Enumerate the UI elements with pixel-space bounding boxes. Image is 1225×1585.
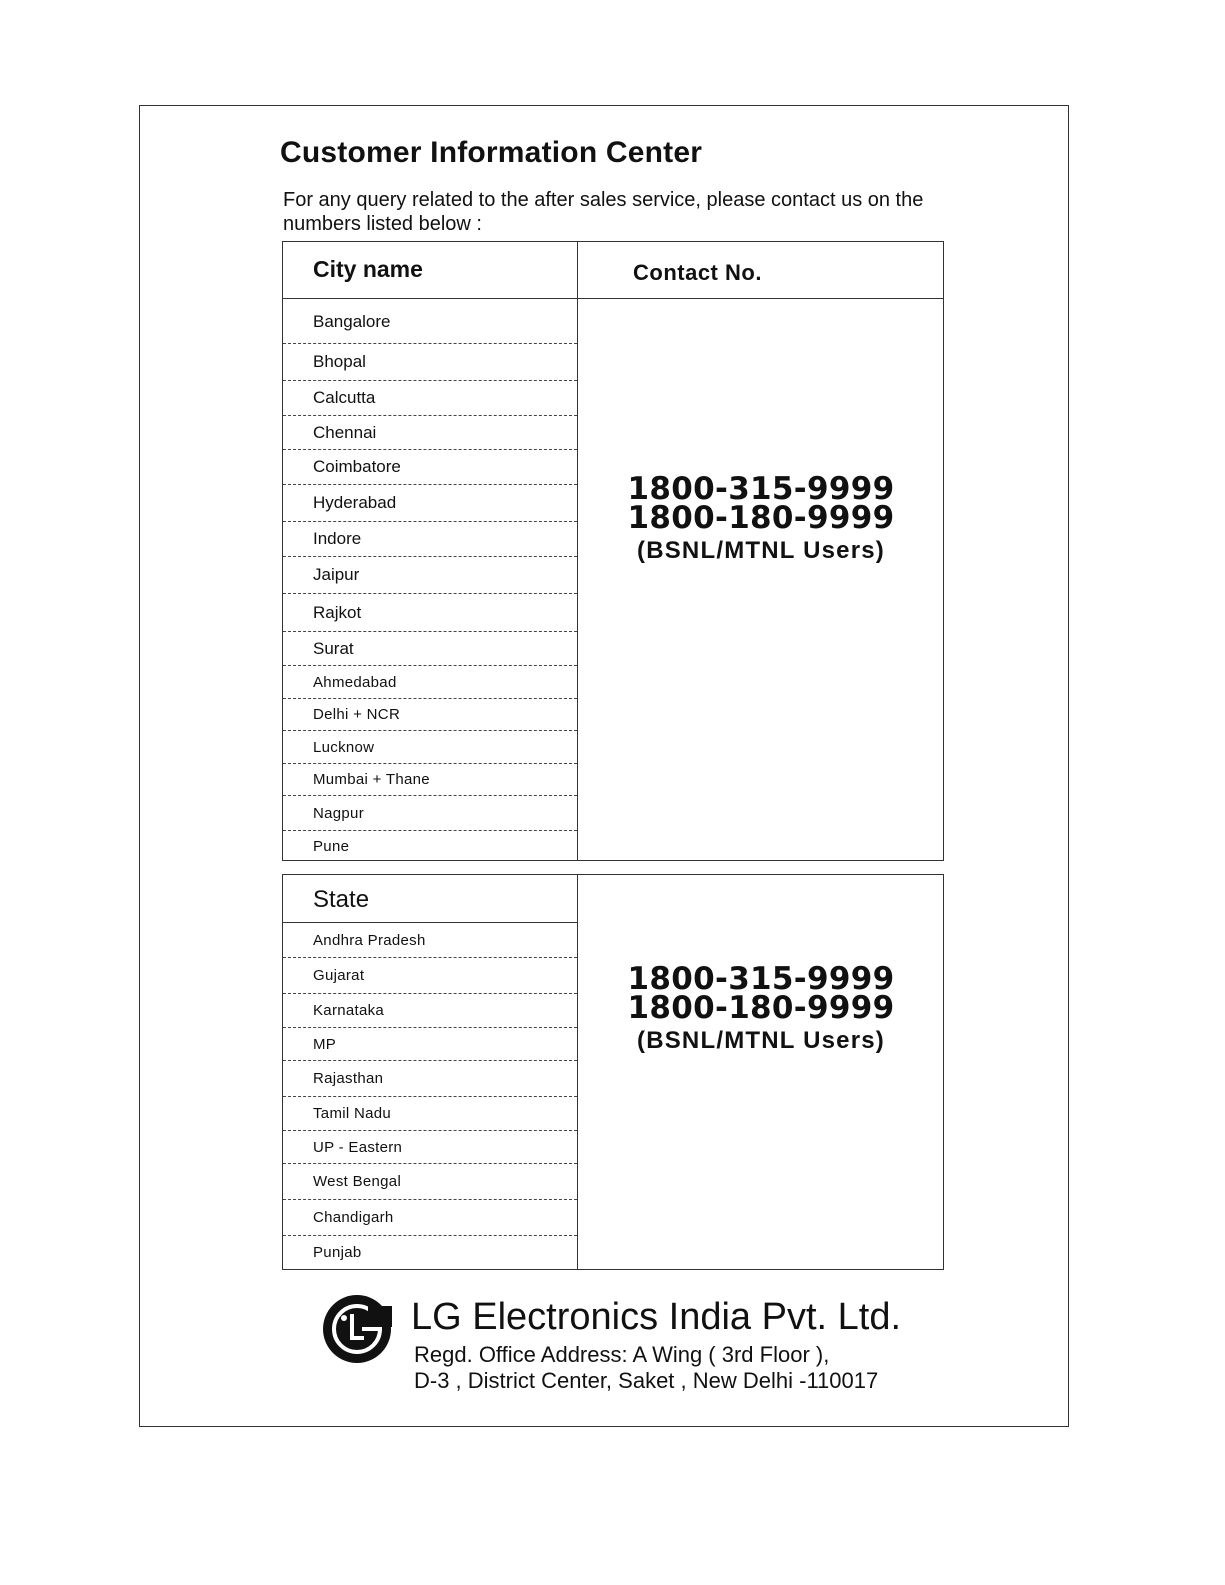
toll-free-number-alt: 1800-180-9999 (627, 990, 895, 1026)
contact-no-header: Contact No. (633, 260, 762, 285)
list-item: Punjab (313, 1244, 362, 1261)
bsnl-mtnl-note: (BSNL/MTNL Users) (637, 1027, 885, 1054)
header-divider (283, 298, 943, 299)
list-item: Rajkot (283, 594, 577, 632)
state-header: State (313, 886, 370, 913)
list-item: Bhopal (283, 344, 577, 381)
toll-free-number: 1800-315-9999 (627, 961, 895, 997)
list-item: Indore (283, 522, 577, 557)
city-name-header: City name (313, 256, 423, 282)
list-item: Delhi + NCR (283, 699, 577, 731)
list-item: Andhra Pradesh (283, 924, 577, 958)
lg-logo-icon (322, 1294, 392, 1364)
list-item: Lucknow (283, 731, 577, 764)
list-item: Chennai (283, 416, 577, 450)
city-list (283, 300, 577, 861)
page-title: Customer Information Center (280, 136, 703, 169)
list-item: Surat (283, 632, 577, 666)
list-item: Hyderabad (283, 485, 577, 522)
list-item: Gujarat (283, 958, 577, 994)
state-contact-table (282, 874, 944, 1270)
toll-free-number-alt: 1800-180-9999 (627, 500, 895, 536)
column-divider (577, 875, 578, 1269)
list-item: Calcutta (283, 381, 577, 416)
header-divider (283, 922, 577, 923)
state-list (283, 924, 577, 1269)
list-item: UP - Eastern (283, 1131, 577, 1164)
list-item: Ahmedabad (283, 666, 577, 699)
list-item: Pune (313, 837, 350, 855)
intro-text: For any query related to the after sales service, please contact us on the numbers listed below : (283, 189, 924, 235)
list-item: Mumbai + Thane (283, 764, 577, 796)
list-item: Chandigarh (283, 1200, 577, 1236)
office-address (414, 1342, 878, 1394)
list-item: Jaipur (283, 557, 577, 594)
column-divider (577, 242, 578, 860)
list-item: Nagpur (283, 796, 577, 831)
list-item: Karnataka (283, 994, 577, 1028)
contact-numbers (579, 471, 943, 569)
city-contact-table (282, 241, 944, 861)
toll-free-number: 1800-315-9999 (627, 471, 895, 507)
contact-numbers (579, 961, 943, 1059)
list-item: Coimbatore (283, 450, 577, 485)
list-item: Tamil Nadu (283, 1097, 577, 1131)
company-name: LG Electronics India Pvt. Ltd. (411, 1296, 902, 1338)
list-item: Bangalore (283, 300, 577, 344)
address-line-1: Regd. Office Address: A Wing ( 3rd Floor ), (414, 1342, 830, 1367)
list-item: MP (283, 1028, 577, 1061)
bsnl-mtnl-note: (BSNL/MTNL Users) (637, 537, 885, 564)
address-line-2: D-3 , District Center, Saket , New Delhi -110017 (414, 1368, 879, 1393)
list-item: Rajasthan (283, 1061, 577, 1097)
list-item: West Bengal (283, 1164, 577, 1200)
